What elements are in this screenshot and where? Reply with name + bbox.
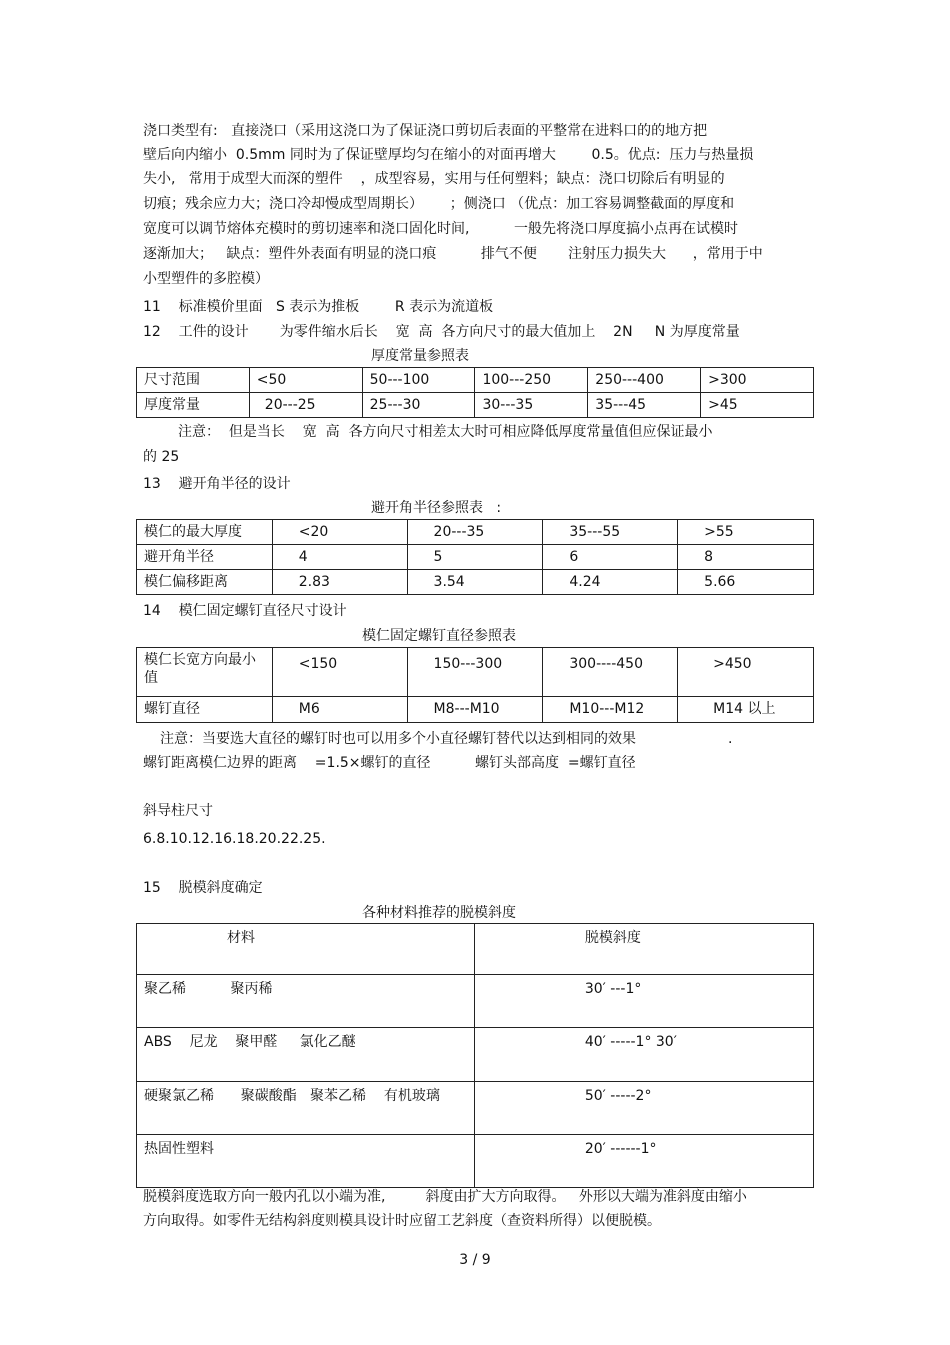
page-number: 3 / 9 xyxy=(459,1252,491,1268)
table-cell: 30′ ---1° xyxy=(474,975,813,1028)
draft-note-line-1: 脱模斜度选取方向一般内孔以小端为准, 斜度由扩大方向取得。 外形以大端为准斜度由缩小 xyxy=(143,1189,747,1205)
table-cell: 聚乙稀 聚丙稀 xyxy=(137,975,475,1028)
item-13: 13 避开角半径的设计 xyxy=(143,476,291,492)
table-header-cell: 材料 xyxy=(137,924,475,975)
table-row xyxy=(137,924,814,975)
table-row xyxy=(137,1028,814,1082)
table-cell: 4.24 xyxy=(543,570,678,595)
table-cell: M8---M10 xyxy=(407,697,543,723)
note-1-line-2: 的 25 xyxy=(143,449,180,465)
table-cell: 40′ -----1° 30′ xyxy=(474,1028,813,1082)
screw-diameter-table xyxy=(136,647,814,723)
gate-para-line-2: 壁后向内缩小 0.5mm 同时为了保证壁厚均匀在缩小的对面再增大 0.5。优点: 压力与热量损 xyxy=(143,147,754,163)
table-cell: M10---M12 xyxy=(543,697,678,723)
item-11: 11 标准模价里面 S 表示为推板 R 表示为流道板 xyxy=(143,299,494,315)
table-cell: 30---35 xyxy=(475,393,588,418)
table-header-cell: 脱模斜度 xyxy=(474,924,813,975)
table-cell: M14 以上 xyxy=(678,697,814,723)
table-row xyxy=(137,1082,814,1135)
pillar-title: 斜导柱尺寸 xyxy=(143,803,213,819)
gate-para-line-6: 逐渐加大； 缺点：塑件外表面有明显的浇口痕 排气不便 注射压力损失大 ，常用于中 xyxy=(143,246,763,262)
table-row xyxy=(137,1135,814,1188)
table-cell: 3.54 xyxy=(407,570,543,595)
table-cell: 模仁偏移距离 xyxy=(137,570,273,595)
table-cell: 硬聚氯乙稀 聚碳酸酯 聚苯乙稀 有机玻璃 xyxy=(137,1082,475,1135)
gate-para-line-3: 失小, 常用于成型大而深的塑件 ，成型容易，实用与任何塑料；缺点：浇口切除后有明显的 xyxy=(143,171,725,187)
table-cell: 8 xyxy=(678,545,814,570)
table-cell: 尺寸范围 xyxy=(137,368,250,393)
table2-title: 避开角半径参照表 : xyxy=(371,500,502,516)
table-cell: 6 xyxy=(543,545,678,570)
table-cell: 模仁长宽方向最小值 xyxy=(137,648,273,697)
table-cell: <20 xyxy=(272,520,407,545)
table-cell: 20---35 xyxy=(407,520,543,545)
table-cell: 模仁的最大厚度 xyxy=(137,520,273,545)
table-cell: 250---400 xyxy=(588,368,701,393)
draft-note-line-2: 方向取得。如零件无结构斜度则模具设计时应留工艺斜度（查资料所得）以便脱模。 xyxy=(143,1213,661,1229)
table-cell: 150---300 xyxy=(407,648,543,697)
table3-title: 模仁固定螺钉直径参照表 xyxy=(362,628,516,644)
table-row xyxy=(137,975,814,1028)
table-cell: <150 xyxy=(272,648,407,697)
table-cell: 避开角半径 xyxy=(137,545,273,570)
table-cell: 35---45 xyxy=(588,393,701,418)
table-cell: 20′ ------1° xyxy=(474,1135,813,1188)
table-cell: >300 xyxy=(701,368,814,393)
note-2-dot: . xyxy=(728,731,733,747)
gate-para-line-5: 宽度可以调节熔体充模时的剪切速率和浇口固化时间, 一般先将浇口厚度搞小点再在试模时 xyxy=(143,221,738,237)
table-cell: 4 xyxy=(272,545,407,570)
table-cell: 35---55 xyxy=(543,520,678,545)
table-cell: 100---250 xyxy=(475,368,588,393)
draft-angle-table xyxy=(136,923,814,1188)
table-cell: ABS 尼龙 聚甲醛 氯化乙醚 xyxy=(137,1028,475,1082)
table-cell: >450 xyxy=(678,648,814,697)
gate-para-line-4: 切痕；残余应力大；浇口冷却慢成型周期长） ；侧浇口 （优点：加工容易调整截面的厚度和 xyxy=(143,196,735,212)
note-1-line-1: 注意： 但是当长 宽 高 各方向尺寸相差太大时可相应降低厚度常量值但应保证最小 xyxy=(178,424,713,440)
table-row xyxy=(137,393,814,418)
table-cell: M6 xyxy=(272,697,407,723)
table-cell: 厚度常量 xyxy=(137,393,250,418)
item-14: 14 模仁固定螺钉直径尺寸设计 xyxy=(143,603,347,619)
table1-title: 厚度常量参照表 xyxy=(371,348,469,364)
table-row xyxy=(137,368,814,393)
table-cell: 25---30 xyxy=(362,393,475,418)
relief-radius-table xyxy=(136,519,814,595)
table-cell: 热固性塑料 xyxy=(137,1135,475,1188)
table-cell: 50---100 xyxy=(362,368,475,393)
screw-distance-line: 螺钉距离模仁边界的距离 =1.5×螺钉的直径 螺钉头部高度 =螺钉直径 xyxy=(143,755,636,771)
table-row xyxy=(137,520,814,545)
table-row xyxy=(137,570,814,595)
table-cell: 2.83 xyxy=(272,570,407,595)
item-15: 15 脱模斜度确定 xyxy=(143,880,263,896)
table4-title: 各种材料推荐的脱模斜度 xyxy=(362,905,516,921)
table-row xyxy=(137,648,814,697)
table-cell: 螺钉直径 xyxy=(137,697,273,723)
table-cell: 50′ -----2° xyxy=(474,1082,813,1135)
thickness-table xyxy=(136,367,814,418)
item-12: 12 工件的设计 为零件缩水后长 宽 高 各方向尺寸的最大值加上 2N N 为厚度常量 xyxy=(143,324,740,340)
table-cell: >55 xyxy=(678,520,814,545)
table-cell: 5.66 xyxy=(678,570,814,595)
gate-para-line-7: 小型塑件的多腔模） xyxy=(143,271,269,287)
table-row xyxy=(137,697,814,723)
table-cell: 20---25 xyxy=(249,393,362,418)
note-2: 注意：当要选大直径的螺钉时也可以用多个小直径螺钉替代以达到相同的效果 xyxy=(160,731,636,747)
table-row xyxy=(137,545,814,570)
table-cell: >45 xyxy=(701,393,814,418)
gate-para-line-1: 浇口类型有: 直接浇口（采用这浇口为了保证浇口剪切后表面的平整常在进料口的的地方把 xyxy=(143,123,708,139)
table-cell: <50 xyxy=(249,368,362,393)
table-cell: 300----450 xyxy=(543,648,678,697)
pillar-sizes: 6.8.10.12.16.18.20.22.25. xyxy=(143,831,326,847)
table-cell: 5 xyxy=(407,545,543,570)
